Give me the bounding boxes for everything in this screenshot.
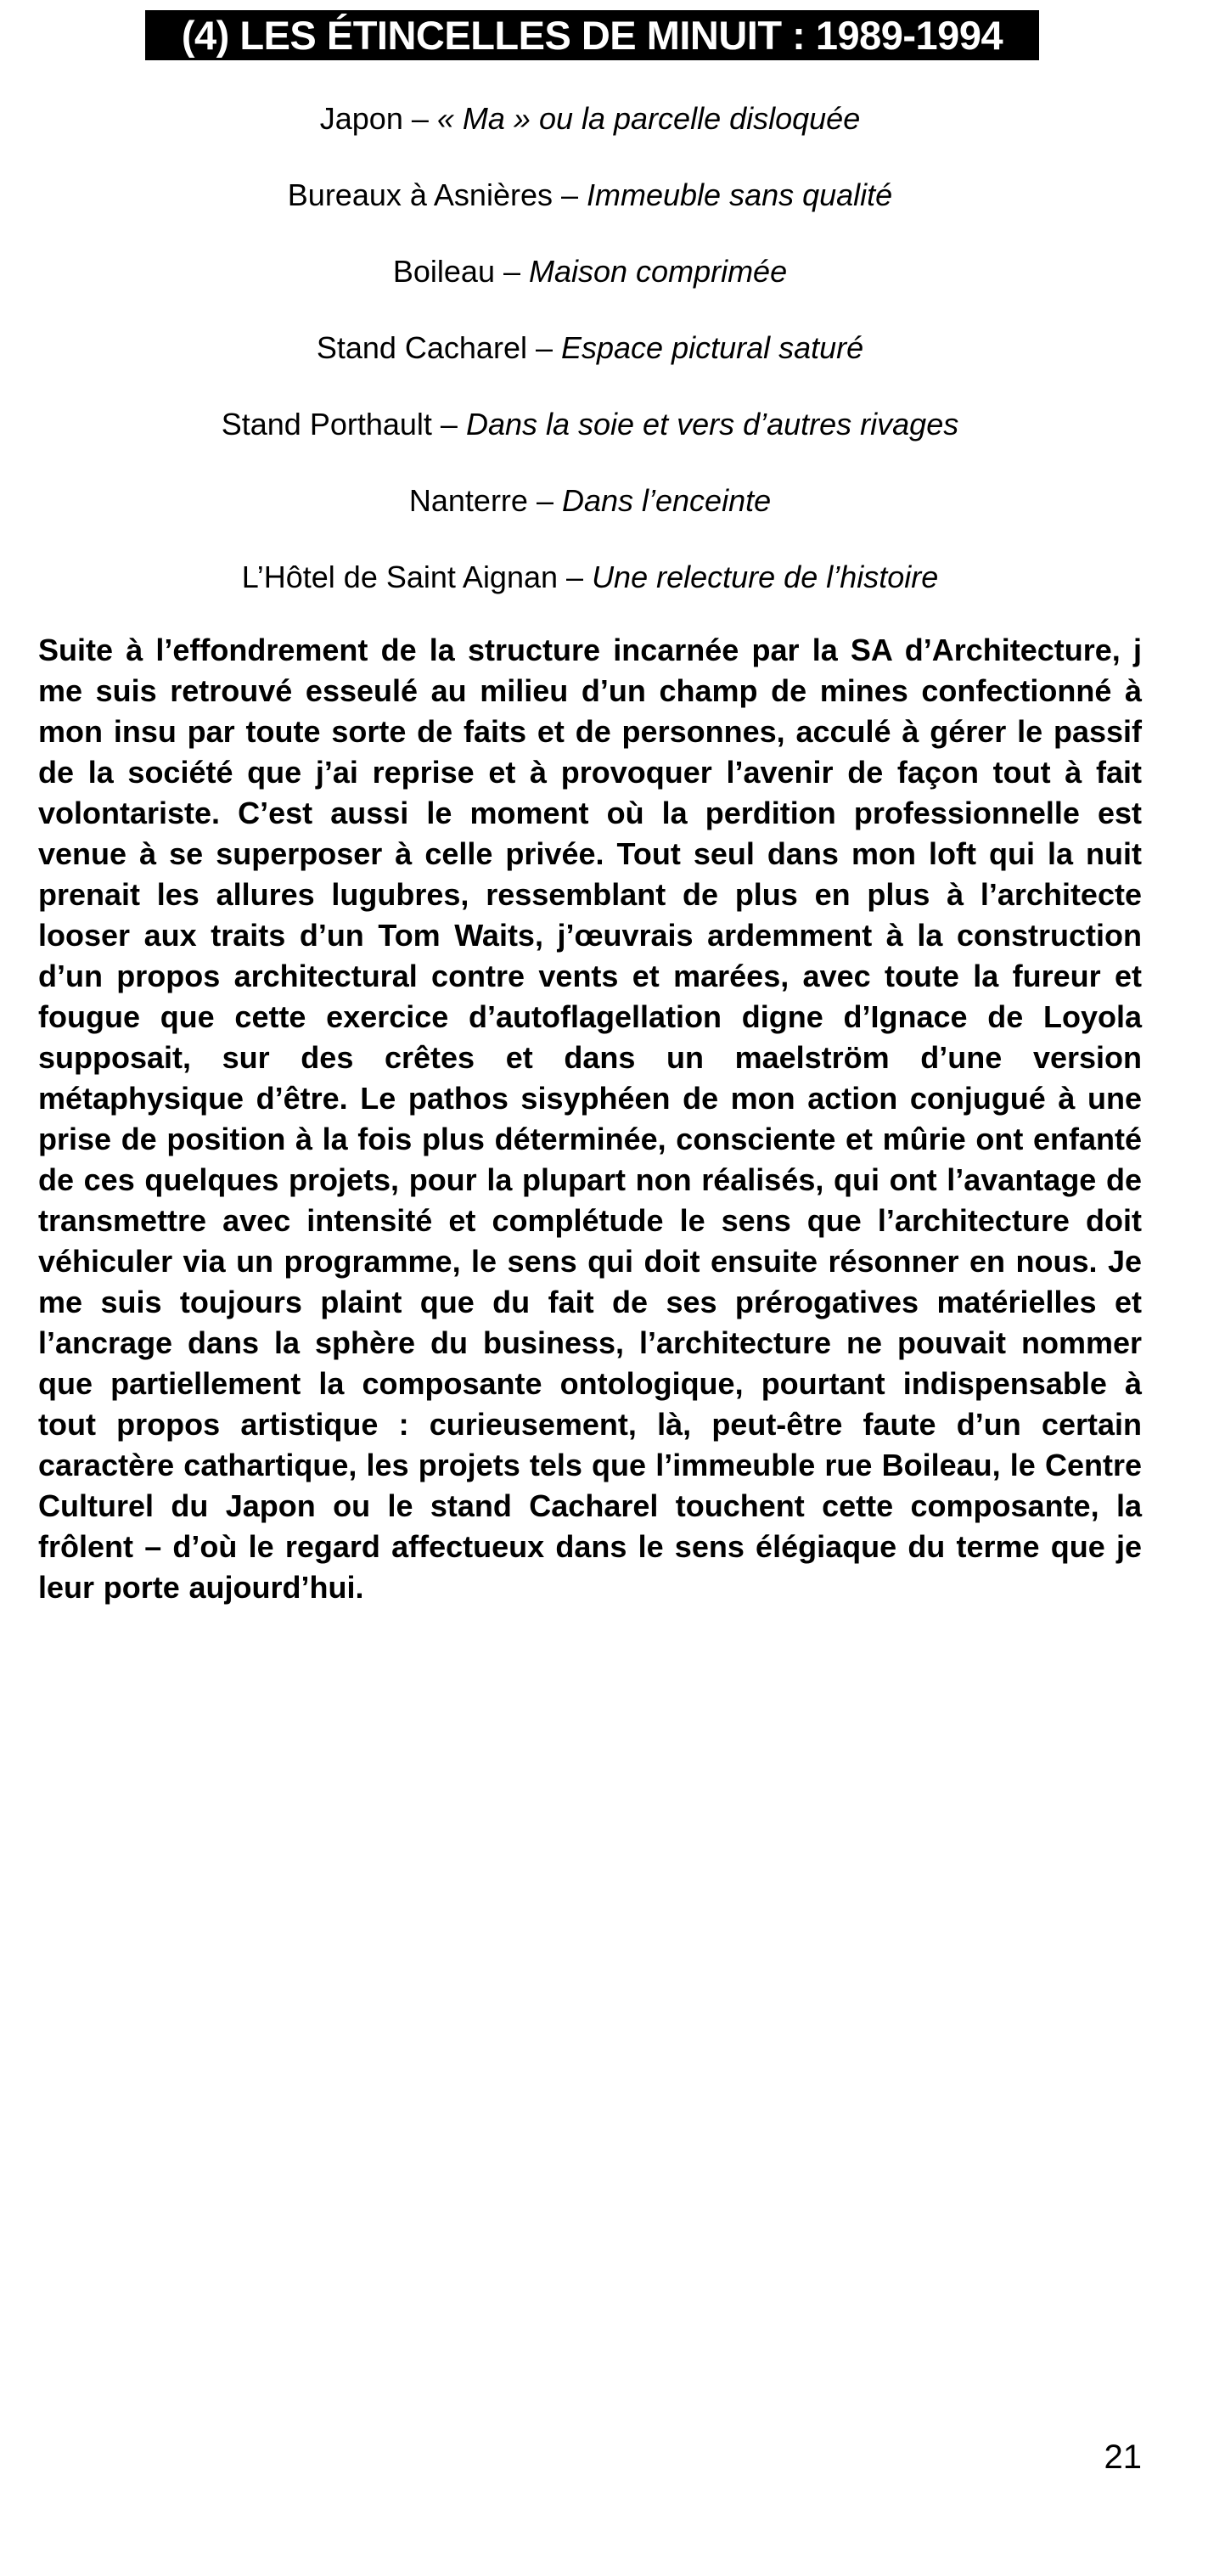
project-list-item [38,157,1142,233]
project-name: Boileau [392,254,495,289]
project-name: Japon [319,101,403,136]
dash-separator: – [558,560,593,594]
project-subtitle: « Ma » ou la parcelle disloquée [436,101,861,136]
dash-separator: – [526,330,561,365]
dash-separator: – [552,177,587,212]
section-title-bar [145,10,1039,60]
project-name: Bureaux à Asnières [287,177,553,212]
project-subtitle: Maison comprimée [529,254,788,289]
dash-separator: – [527,483,562,518]
project-list-item [38,386,1142,463]
project-name: Stand Cacharel [316,330,527,365]
page-number: 21 [1104,2438,1142,2476]
project-list [38,81,1142,616]
dash-separator: – [494,254,529,289]
project-subtitle: Espace pictural saturé [561,330,864,365]
project-subtitle: Dans la soie et vers d’autres rivages [465,407,959,442]
project-list-item [38,463,1142,539]
project-name: Nanterre [408,483,528,518]
project-subtitle: Dans l’enceinte [561,483,772,518]
dash-separator: – [402,101,437,136]
project-list-item [38,310,1142,386]
project-name: L’Hôtel de Saint Aignan [241,560,559,594]
project-subtitle: Immeuble sans qualité [587,177,893,212]
project-list-item [38,233,1142,310]
section-title: (4) LES ÉTINCELLES DE MINUIT : 1989-1994 [181,13,1003,58]
project-list-item [38,539,1142,616]
dash-separator: – [431,407,466,442]
body-paragraph: Suite à l’effondrement de la structure incarnée par la SA d’Architecture, j me suis retrouvé esseulé au milieu d’un champ de mines confectionné à mon insu par toute sorte de faits et de personnes, acculé à gérer le passif de la société que j’ai reprise et à provoquer l’avenir de façon tout à fait volontariste. C’est aussi le moment où la perdition professionnelle est venue à se superposer à celle privée. Tout seul dans mon loft qui la nuit prenait les allures lugubres, ressemblant de plus en plus à l’architecte looser aux traits d’un Tom Waits, j’œuvrais ardemment à la construction d’un propos architectural contre vents et marées, avec toute la fureur et fougue que cette exercice d’autoflagellation digne d’Ignace de Loyola supposait, sur des crêtes et dans un maelström d’une version métaphysique d’être. Le pathos sisyphéen de mon action conjugué à une prise de position à la fois plus déterminée, consciente et mûrie ont enfanté de ces quelques projets, pour la plupart non réalisés, qui ont l’avantage de transmettre avec intensité et complétude le sens que l’architecture doit véhiculer via un programme, le sens qui doit ensuite résonner en nous. Je me suis toujours plaint que du fait de ses prérogatives matérielles et l’ancrage dans la sphère du business, l’architecture ne pouvait nommer que partiellement la composante ontologique, pourtant indispensable à tout propos artistique : curieusement, là, peut-être faute d’un certain caractère cathartique, les projets tels que l’immeuble rue Boileau, le Centre Culturel du Japon ou le stand Cacharel touchent cette composante, la frôlent – d’où le regard affectueux dans le sens élégiaque du terme que je leur porte aujourd’hui. [38,633,1142,1605]
project-name: Stand Porthault [221,407,432,442]
project-list-item [38,81,1142,157]
project-subtitle: Une relecture de l’histoire [592,560,939,594]
